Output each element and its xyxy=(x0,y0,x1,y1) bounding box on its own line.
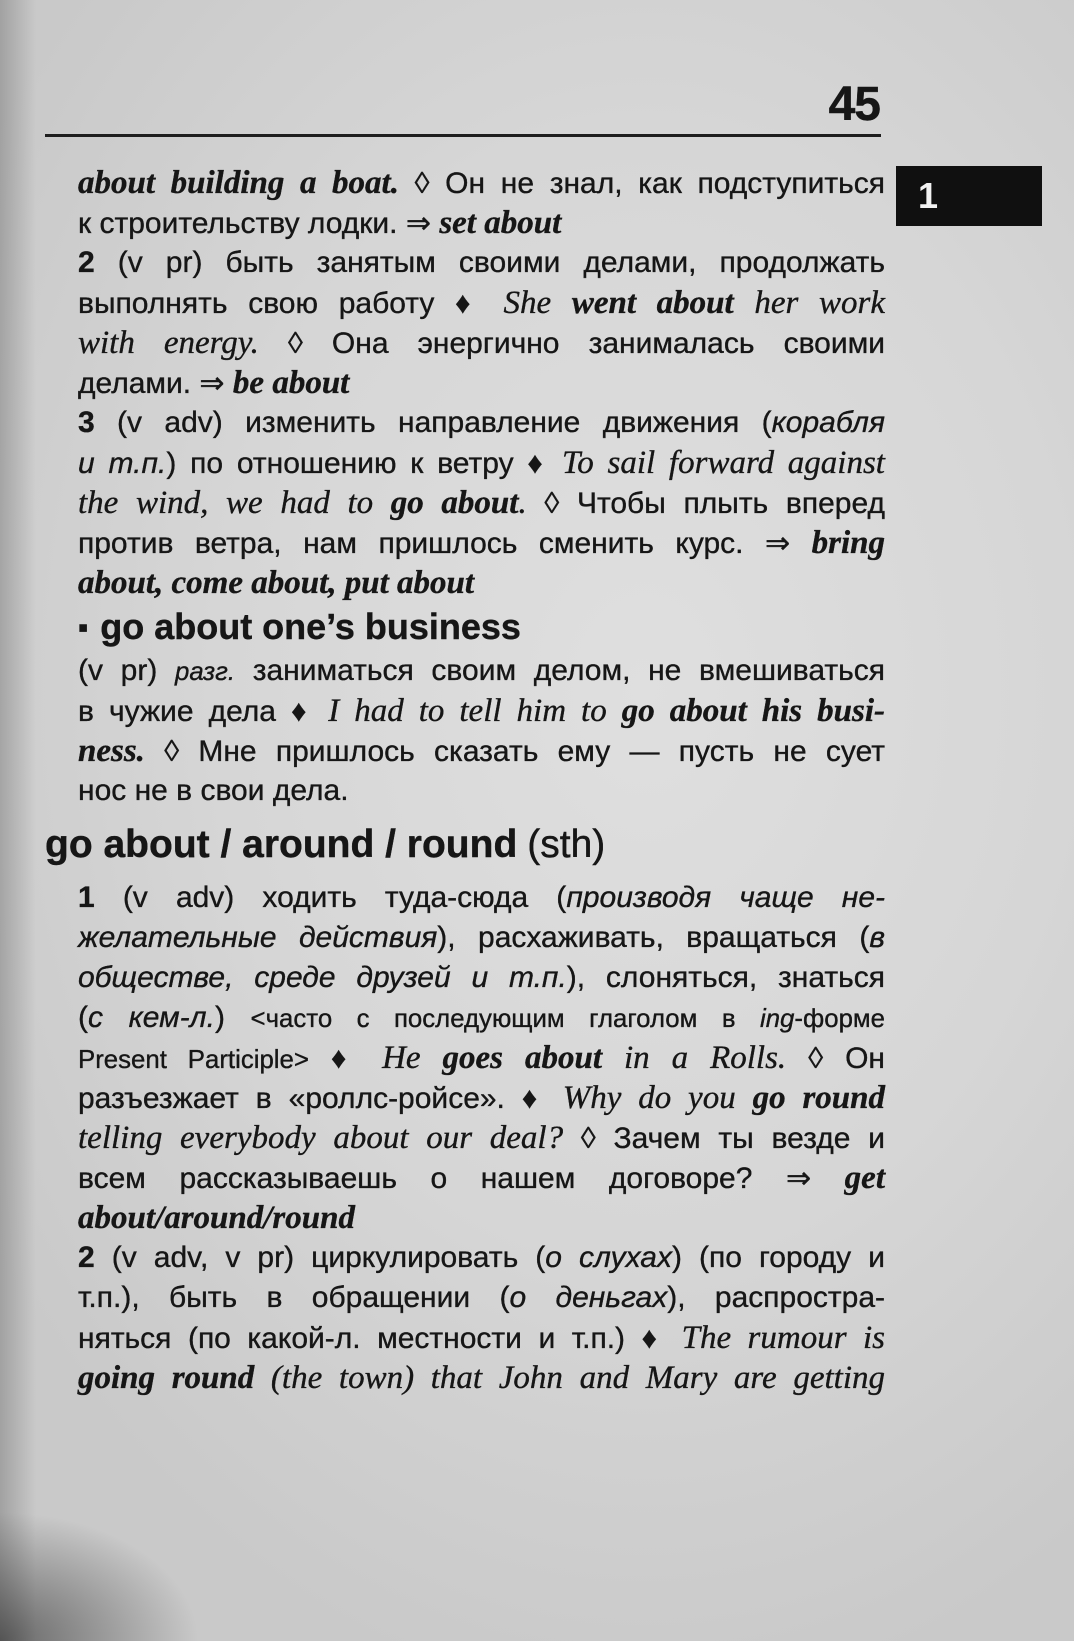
example-en: She xyxy=(503,285,572,321)
example-en: To sail forward against xyxy=(561,445,885,481)
grammar-note: ing xyxy=(759,1005,795,1033)
page-text xyxy=(45,163,886,1398)
headword-sense-2 xyxy=(78,1238,885,1398)
text-line xyxy=(78,1358,885,1398)
text-line xyxy=(78,1318,885,1358)
scan-corner-shadow xyxy=(0,1511,200,1641)
headword xyxy=(45,817,885,873)
text-ru: ◊ Зачем ты везде и xyxy=(563,1122,885,1155)
bullet-marker: ▪ xyxy=(78,612,89,644)
key-phrase: goes about xyxy=(442,1040,603,1076)
text-ru: (v adv, v pr) циркулировать ( xyxy=(94,1241,546,1274)
text-ru: ), распростра- xyxy=(667,1281,886,1314)
text-ru: ) xyxy=(214,1001,251,1034)
example-en: He xyxy=(382,1040,443,1076)
text-line xyxy=(78,483,885,523)
sense-number: 1 xyxy=(78,881,95,914)
text-ru: ◊ Она энергично занималась своими xyxy=(258,327,885,360)
key-phrase: going round xyxy=(78,1360,255,1396)
key-phrase: go round xyxy=(752,1080,885,1116)
text-line xyxy=(78,731,885,771)
example-en: her work xyxy=(733,285,885,321)
gloss-ru: в xyxy=(869,921,885,954)
text-ru: в чужие дела ♦ xyxy=(78,695,329,728)
page-number: 45 xyxy=(828,78,880,131)
cross-reference: bring xyxy=(811,525,885,561)
text-ru: ( xyxy=(78,1001,88,1034)
cross-reference: set about xyxy=(439,205,562,241)
sense-number: 2 xyxy=(78,1241,95,1274)
cross-reference: get xyxy=(844,1160,885,1196)
text-ru: заниматься своим делом, не вмешиваться xyxy=(235,654,886,687)
text-ru: (v pr) быть занятым своими делами, продолжать xyxy=(94,246,885,279)
gloss-ru: желательные действия xyxy=(78,921,438,954)
cross-reference: about/around/round xyxy=(78,1200,355,1236)
example-marker: ♦ xyxy=(308,1042,383,1075)
text-line xyxy=(78,878,885,918)
text-line xyxy=(78,1118,885,1158)
text-ru: всем рассказываешь о нашем договоре? ⇒ xyxy=(78,1162,845,1195)
text-line xyxy=(78,323,885,363)
text-ru: ◊ Он не знал, как подступиться xyxy=(398,167,885,200)
grammar-note: Present Participle> xyxy=(78,1046,309,1074)
sense-3 xyxy=(78,403,885,603)
key-phrase: about building a boat. xyxy=(78,165,399,201)
headword-sense-1 xyxy=(78,878,885,1238)
text-line xyxy=(78,203,885,243)
headword-object: (sth) xyxy=(527,823,606,866)
text-line xyxy=(78,1198,885,1238)
gloss-ru: о слухах xyxy=(545,1241,672,1274)
text-ru: против ветра, нам пришлось сменить курс. ⇒ xyxy=(78,527,812,560)
text-line xyxy=(78,771,885,811)
example-en: (the town) that John and Mary are getting xyxy=(254,1360,885,1396)
text-ru: ), расхаживать, вращаться ( xyxy=(437,921,870,954)
text-line xyxy=(78,1078,885,1118)
sense-number: 2 xyxy=(78,246,95,279)
example-en: I had to tell him to xyxy=(328,693,622,729)
cross-reference: be about xyxy=(232,365,350,401)
example-en: Why do you xyxy=(562,1080,753,1116)
text-line xyxy=(78,958,885,998)
text-line xyxy=(78,523,885,563)
example-en: The rumour is xyxy=(681,1320,885,1356)
text-ru: ◊ Он xyxy=(786,1042,885,1075)
text-line xyxy=(78,243,885,283)
text-ru: ), слоняться, знаться xyxy=(566,961,885,994)
gloss-ru: обществе, среде друзей и т.п. xyxy=(78,961,567,994)
sense-2 xyxy=(78,243,885,403)
sense-number: 3 xyxy=(78,406,95,439)
sense-continuation xyxy=(78,163,885,243)
text-line xyxy=(78,1038,885,1078)
text-line xyxy=(78,563,885,603)
headword-phrase: go about / around / round xyxy=(45,823,518,866)
key-phrase: go about xyxy=(390,485,519,521)
text-ru: нос не в свои дела. xyxy=(78,774,349,807)
example-en: in a Rolls. xyxy=(602,1040,787,1076)
style-label: разг. xyxy=(175,658,236,686)
text-line xyxy=(78,363,885,403)
grammar-note: -форме xyxy=(794,1005,885,1033)
text-line xyxy=(78,691,885,731)
text-ru: (v adv) ходить туда-сюда ( xyxy=(94,881,567,914)
idiom-definition xyxy=(78,651,885,811)
text-ru: ) по отношению к ветру ♦ xyxy=(166,447,562,480)
scan-edge-shadow xyxy=(0,0,36,1641)
cross-reference: about, come about, put about xyxy=(78,565,475,601)
gloss-ru: производя чаще не- xyxy=(566,881,885,914)
key-phrase: went about xyxy=(571,285,734,321)
gloss-ru: с кем-л. xyxy=(88,1001,215,1034)
text-line xyxy=(78,918,885,958)
text-line xyxy=(78,283,885,323)
text-ru: к строительству лодки. ⇒ xyxy=(78,207,440,240)
grammar-note: <часто с последующим глаголом в xyxy=(250,1005,760,1033)
text-ru: делами. ⇒ xyxy=(78,367,233,400)
text-line xyxy=(78,651,885,691)
text-line xyxy=(78,998,885,1038)
text-line xyxy=(78,1278,885,1318)
text-ru: няться (по какой-л. местности и т.п.) ♦ xyxy=(78,1322,682,1355)
text-line xyxy=(78,443,885,483)
text-ru: выполнять свою работу ♦ xyxy=(78,287,504,320)
example-en: the wind, we had to xyxy=(78,485,391,521)
gloss-ru: и т.п. xyxy=(78,447,167,480)
gloss-ru: о деньгах xyxy=(509,1281,668,1314)
text-ru: ◊ Чтобы плыть вперед xyxy=(526,487,885,520)
text-line xyxy=(78,1158,885,1198)
grammar-code: (v pr) xyxy=(78,654,176,687)
text-ru: ◊ Мне пришлось сказать ему — пусть не сует xyxy=(144,735,885,768)
example-en: . xyxy=(518,485,527,521)
gloss-ru: корабля xyxy=(771,406,885,439)
section-tab: 1 xyxy=(896,166,1042,226)
example-en: with energy. xyxy=(78,325,259,361)
text-ru: разъезжает в «роллс-ройсе». ♦ xyxy=(78,1082,563,1115)
text-line xyxy=(78,1238,885,1278)
header-rule xyxy=(45,134,881,137)
text-line xyxy=(78,403,885,443)
key-phrase: ness. xyxy=(78,733,145,769)
text-line xyxy=(78,163,885,203)
text-ru: ) (по городу и xyxy=(671,1241,885,1274)
idiom-phrase: go about one’s business xyxy=(100,606,521,647)
example-en: telling everybody about our deal? xyxy=(78,1120,564,1156)
text-ru: т.п.), быть в обращении ( xyxy=(78,1281,510,1314)
key-phrase: go about his busi- xyxy=(621,693,885,729)
text-ru: (v adv) изменить направление движения ( xyxy=(94,406,772,439)
idiom-heading xyxy=(78,603,885,651)
